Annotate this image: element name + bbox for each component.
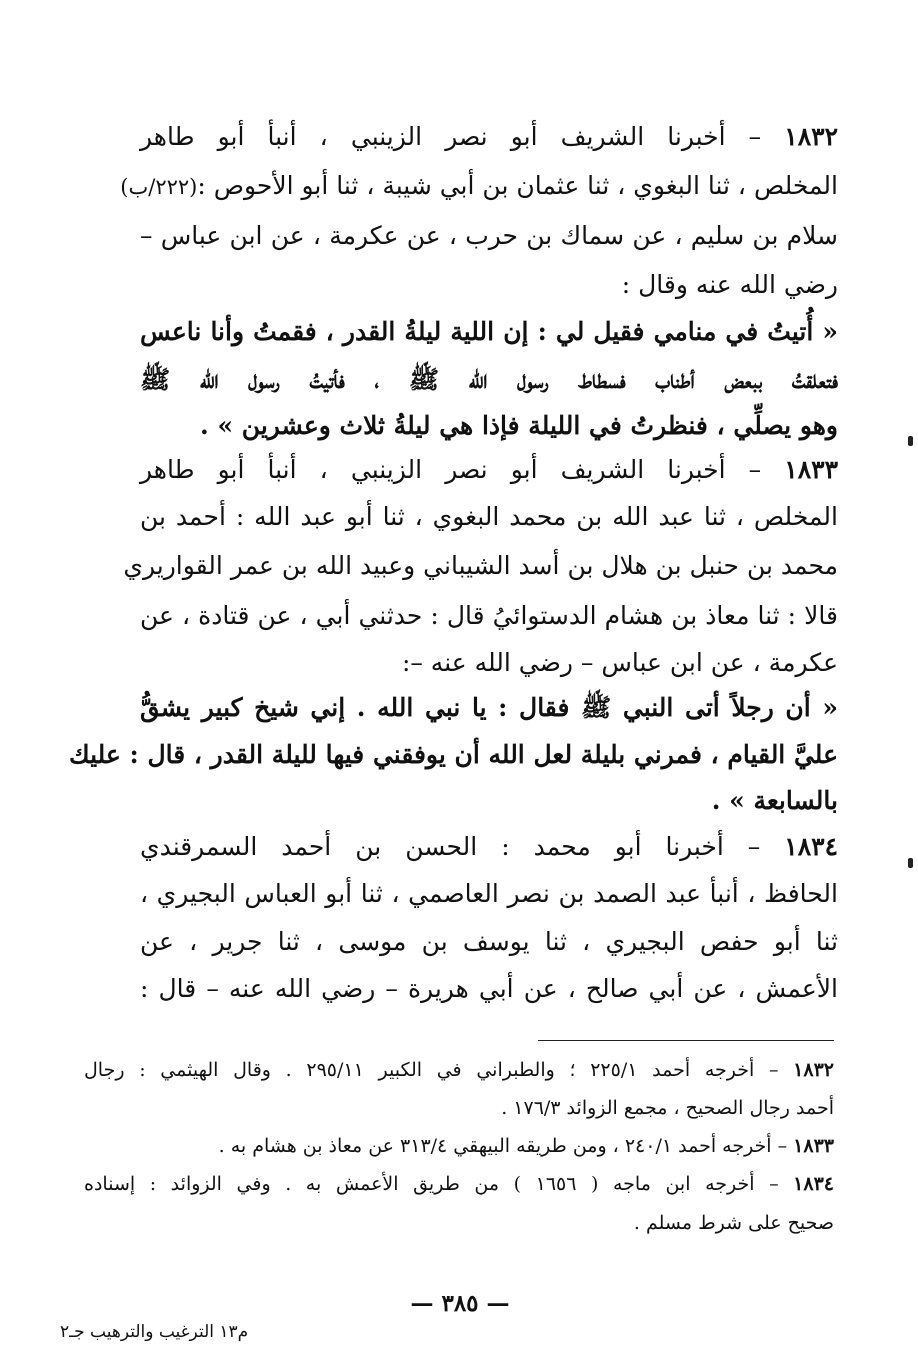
hadith-1832-line-1	[140, 114, 838, 160]
hadith-1833-line-4: قالا : ثنا معاذ بن هشام الدستوائيُ قال : حدثني أبي ، عن قتادة ، عن	[140, 601, 838, 630]
hadith-1833-line-2: المخلص ، ثنا عبد الله بن محمد البغوي ، ثنا أبو عبد الله : أحمد بن	[140, 502, 838, 531]
hadith-1833-line-1	[140, 447, 838, 493]
footnote-number-1834: ١٨٣٤	[793, 1173, 834, 1195]
footnote-1834-line-1-text: – أخرجه ابن ماجه ( ١٦٥٦ ) من طريق الأعمش به . وفي الزوائد : إسناده	[84, 1173, 779, 1195]
scan-mark	[908, 858, 913, 868]
hadith-1833-line-1-text: – أخبرنا الشريف أبو نصر الزينبي ، أنبأ أبو طاهر	[140, 455, 762, 484]
folio-reference: (٢٢٢/ب)	[120, 175, 198, 199]
hadith-1832-matn-2: فتعلقتُ ببعض أطناب فسطاط رسول الله ﷺ ، فأتيتُ رسول الله ﷺ	[140, 365, 839, 394]
footnote-separator	[538, 1040, 834, 1041]
footnote-1832-line-1	[84, 1052, 834, 1088]
printer-signature: م١٣ الترغيب والترهيب جـ٢	[60, 1322, 249, 1342]
footnote-number-1832: ١٨٣٢	[793, 1059, 834, 1081]
scan-mark	[908, 436, 913, 446]
hadith-1834-line-3: ثنا أبو حفص البجيري ، ثنا يوسف بن موسى ، ثنا جرير ، عن	[140, 927, 838, 956]
hadith-1832-line-4: رضي الله عنه وقال :	[621, 270, 838, 299]
footnote-1834-line-1	[84, 1166, 834, 1202]
hadith-1832-matn-3: وهو يصلِّي ، فنظرتُ في الليلة فإذا هي ليلةُ ثلاث وعشرين » .	[200, 411, 838, 440]
hadith-1833-matn-2: عليَّ القيام ، فمرني بليلة لعل الله أن يوفقني فيها لليلة القدر ، قال : عليك	[69, 740, 838, 769]
hadith-1832-line-2-text: المخلص ، ثنا البغوي ، ثنا عثمان بن أبي شيبة ، ثنا أبو الأحوص :	[197, 171, 838, 200]
hadith-1833-matn-1: « أن رجلاً أتى النبي ﷺ فقال : يا نبي الله . إني شيخ كبير يشقُّ	[140, 693, 838, 722]
page-number: — ٣٨٥ —	[410, 1290, 510, 1317]
hadith-1832-line-3: سلام بن سليم ، عن سماك بن حرب ، عن عكرمة ، عن ابن عباس –	[140, 221, 838, 250]
hadith-1833-matn-3: بالسابعة » .	[711, 786, 838, 815]
hadith-1834-line-1	[140, 824, 838, 870]
hadith-number-1834: ١٨٣٤	[784, 832, 838, 861]
hadith-1832-matn-1: « أُتيتُ في منامي فقيل لي : إن اللية ليلةُ القدر ، فقمتُ وأنا ناعس	[140, 317, 838, 346]
footnote-number-1833: ١٨٣٣	[793, 1135, 834, 1157]
hadith-number-1833: ١٨٣٣	[784, 455, 838, 484]
hadith-1832-line-2	[120, 163, 838, 209]
hadith-1834-line-2: الحافظ ، أنبأ عبد الصمد بن نصر العاصمي ، ثنا أبو العباس البجيري ،	[140, 879, 838, 908]
footnote-1832-line-2: أحمد رجال الصحيح ، مجمع الزوائد ١٧٦/٣ .	[501, 1097, 834, 1119]
hadith-1832-line-1-text: – أخبرنا الشريف أبو نصر الزينبي ، أنبأ أبو طاهر	[140, 122, 762, 151]
footnote-1832-line-1-text: – أخرجه أحمد ٢٢٥/١ ؛ والطبراني في الكبير ٢٩٥/١١ . وقال الهيثمي : رجال	[84, 1059, 779, 1081]
footnote-1833-line-1-text: – أخرجه أحمد ٢٤٠/١ ، ومن طريقه البيهقي ٣١٣/٤ عن معاذ بن هشام به .	[218, 1135, 788, 1157]
hadith-1834-line-4: الأعمش ، عن أبي صالح ، عن أبي هريرة – رضي الله عنه – قال :	[140, 974, 838, 1003]
hadith-1833-line-5: عكرمة ، عن ابن عباس – رضي الله عنه –:	[401, 648, 838, 677]
hadith-number-1832: ١٨٣٢	[784, 122, 838, 151]
footnote-1833-line-1	[84, 1128, 834, 1164]
hadith-1834-line-1-text: – أخبرنا أبو محمد : الحسن بن أحمد السمرقندي	[140, 832, 761, 861]
footnote-1834-line-2: صحيح على شرط مسلم .	[633, 1212, 834, 1234]
hadith-1833-line-3: محمد بن حنبل بن هلال بن أسد الشيباني وعبيد الله بن عمر القواريري	[123, 551, 838, 580]
